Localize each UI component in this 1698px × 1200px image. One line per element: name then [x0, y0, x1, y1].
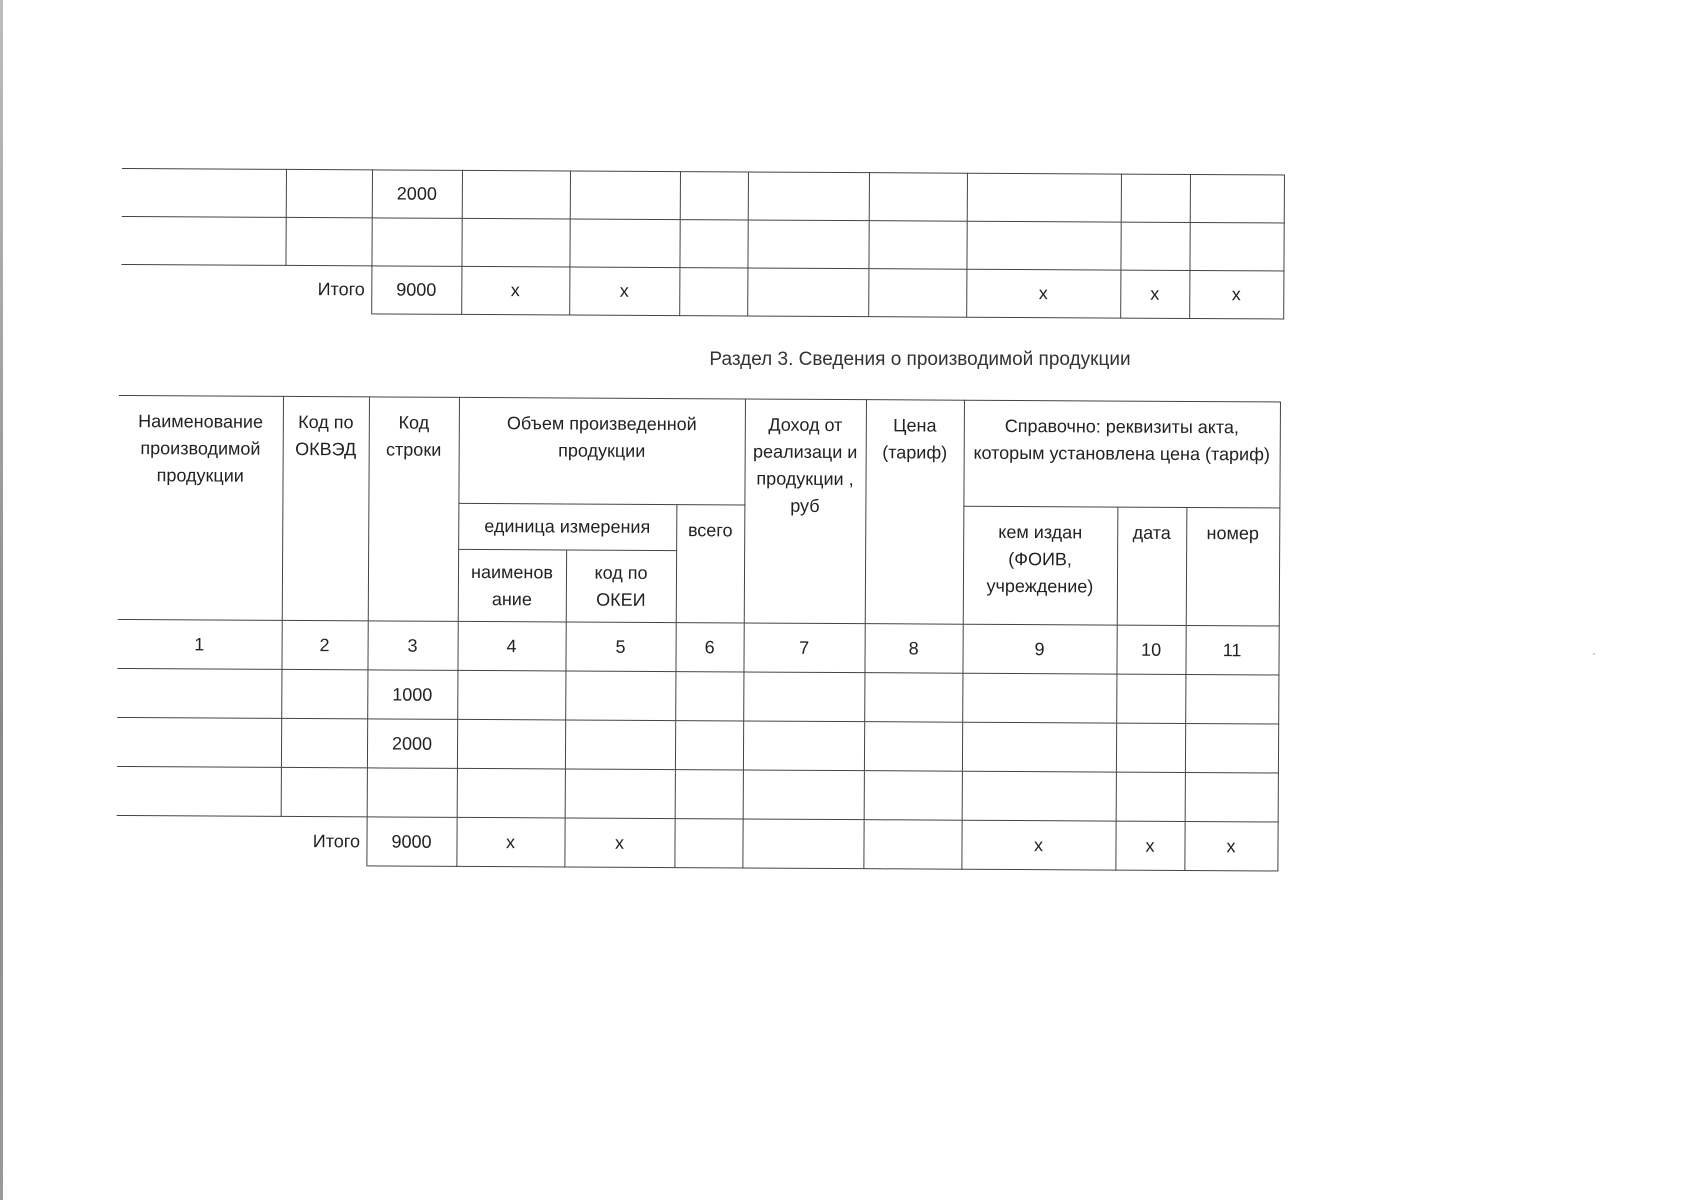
column-number: 8	[864, 624, 962, 674]
cell	[675, 770, 743, 819]
cell	[565, 671, 675, 721]
total-cell: x	[966, 269, 1120, 318]
total-cell	[868, 269, 966, 318]
column-number: 4	[457, 621, 565, 671]
total-code: 9000	[371, 266, 461, 315]
header-date: дата	[1117, 507, 1187, 625]
section-title: Раздел 3. Сведения о производимой продукции	[709, 349, 1131, 370]
total-code: 9000	[366, 817, 456, 867]
cell	[869, 173, 967, 222]
total-cell: x	[1184, 821, 1277, 871]
total-row	[116, 815, 1277, 870]
header-unit-name: наименов ание	[458, 549, 566, 622]
total-cell: x	[1189, 270, 1283, 319]
cell	[1185, 723, 1278, 773]
total-cell: x	[456, 817, 564, 867]
cell	[747, 220, 868, 269]
cell	[864, 673, 962, 723]
cell	[1116, 723, 1185, 772]
header-name: Наименование производимой продукции	[118, 396, 283, 621]
table-row	[117, 717, 1278, 772]
total-row	[121, 264, 1283, 318]
line-code-cell: 1000	[367, 670, 457, 720]
table-row	[122, 168, 1284, 222]
cell	[461, 218, 569, 267]
header-okei: код по ОКЕИ	[566, 550, 676, 623]
table-row	[117, 766, 1278, 821]
total-cell	[742, 819, 863, 869]
cell	[679, 220, 747, 268]
cell	[1120, 222, 1189, 270]
header-number: номер	[1186, 507, 1280, 626]
products-table	[116, 395, 1280, 871]
table-row	[121, 216, 1283, 270]
column-number: 5	[565, 622, 675, 672]
cell	[1121, 174, 1190, 222]
total-cell: x	[569, 267, 679, 316]
total-cell: x	[961, 820, 1115, 870]
cell	[281, 718, 367, 767]
column-number: 10	[1116, 625, 1185, 674]
header-total: всего	[676, 505, 745, 623]
header-reference: Справочно: реквизиты акта, которым установлена цена (тариф)	[963, 400, 1280, 508]
column-number: 1	[117, 619, 281, 669]
column-number: 7	[743, 623, 864, 673]
column-number: 6	[675, 623, 743, 672]
cell	[286, 169, 372, 217]
cell	[1116, 674, 1185, 723]
cell	[569, 219, 679, 268]
cell	[748, 172, 869, 221]
total-cell: x	[1115, 821, 1184, 870]
total-label: Итого	[116, 815, 366, 865]
line-code-cell: 2000	[372, 170, 462, 219]
column-number: 11	[1185, 625, 1278, 675]
total-cell: x	[564, 818, 674, 868]
cell	[457, 768, 565, 818]
cell	[966, 221, 1120, 270]
total-cell	[747, 268, 868, 317]
header-unit: единица измерения	[458, 503, 676, 550]
cell	[1116, 772, 1185, 821]
cell	[565, 769, 675, 819]
line-code-cell: 2000	[367, 719, 457, 769]
cell	[962, 771, 1116, 821]
cell	[864, 722, 962, 772]
cell	[117, 766, 281, 816]
header-price: Цена (тариф)	[865, 400, 964, 625]
total-cell: x	[461, 266, 569, 315]
cell	[281, 767, 367, 816]
cell	[1190, 174, 1284, 223]
cell	[962, 673, 1116, 723]
cell	[285, 217, 371, 265]
header-okved: Код по ОКВЭД	[282, 396, 369, 620]
scan-edge	[0, 0, 3, 1200]
line-code-cell	[371, 218, 461, 267]
cell	[675, 721, 743, 770]
column-number-row	[117, 619, 1278, 674]
header-row	[118, 396, 1280, 508]
cell	[1185, 674, 1278, 724]
total-cell	[679, 268, 747, 316]
column-number: 3	[367, 621, 457, 671]
scan-speck	[1593, 653, 1595, 655]
column-number: 2	[281, 620, 367, 669]
cell	[868, 221, 966, 270]
cell	[462, 170, 570, 219]
table-row	[117, 668, 1278, 723]
cell	[117, 668, 281, 718]
previous-section-table	[121, 168, 1284, 319]
column-number: 9	[962, 624, 1116, 674]
cell	[743, 770, 864, 820]
cell	[565, 720, 675, 770]
cell	[743, 672, 864, 722]
line-code-cell	[367, 768, 457, 818]
cell	[281, 669, 367, 718]
cell	[962, 722, 1116, 772]
cell	[570, 171, 680, 220]
cell	[1189, 222, 1283, 271]
cell	[864, 771, 962, 821]
cell	[457, 670, 565, 720]
cell	[117, 717, 281, 767]
cell	[457, 719, 565, 769]
total-label: Итого	[121, 264, 371, 313]
total-cell	[674, 819, 742, 868]
total-cell: x	[1120, 270, 1189, 318]
cell	[680, 172, 748, 220]
header-line-code: Код строки	[368, 397, 459, 621]
cell	[743, 721, 864, 771]
cell	[967, 173, 1121, 222]
cell	[122, 168, 286, 217]
header-volume: Объем произведенной продукции	[458, 397, 745, 505]
header-income: Доход от реализаци и продукции , руб	[744, 399, 866, 624]
cell	[675, 672, 743, 721]
cell	[121, 216, 285, 265]
header-issuer: кем издан (ФОИВ, учреждение)	[963, 506, 1118, 625]
cell	[1185, 772, 1278, 822]
total-cell	[863, 820, 961, 870]
